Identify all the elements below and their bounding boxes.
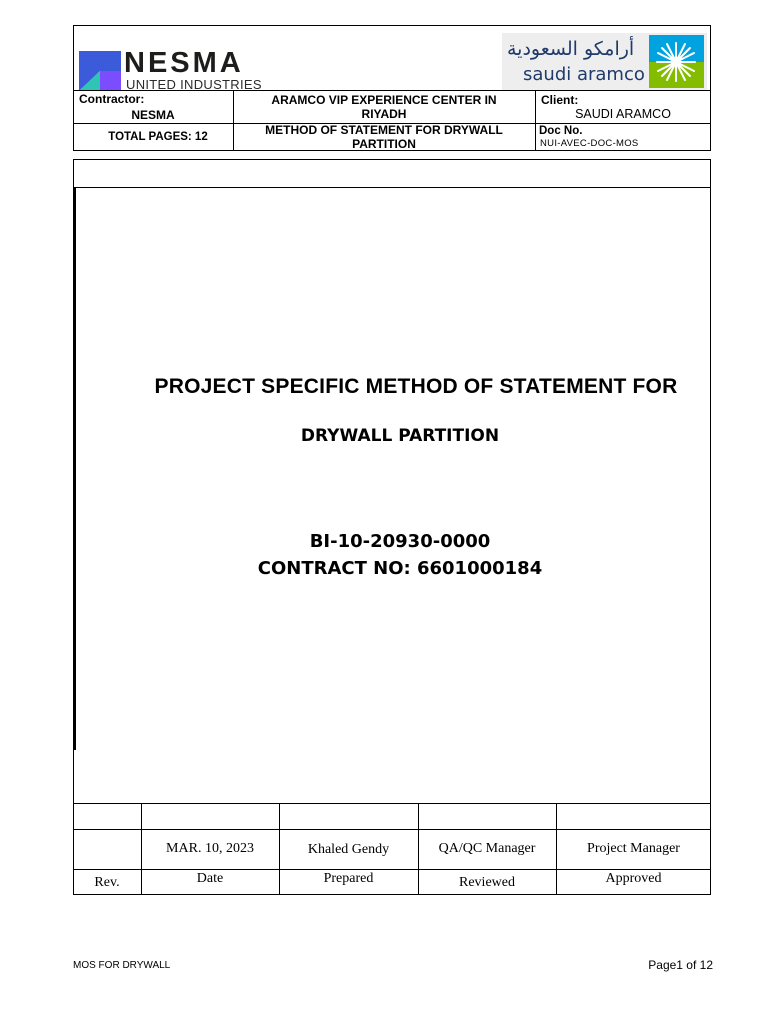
revision-date-value: MAR. 10, 2023 xyxy=(166,841,254,856)
revision-table-row-divider-1 xyxy=(73,829,711,830)
project-title-line1: ARAMCO VIP EXPERIENCE CENTER IN xyxy=(271,93,497,107)
aramco-logo-english: saudi aramco xyxy=(523,64,645,85)
total-pages: TOTAL PAGES: 12 xyxy=(108,131,208,143)
cover-page-frame xyxy=(73,159,711,895)
footer-page-number: Page1 of 12 xyxy=(648,958,713,972)
contractor-value: NESMA xyxy=(131,108,175,122)
aramco-logo-arabic: أرامكو السعودية xyxy=(507,38,635,60)
nesma-logo-mark xyxy=(79,51,121,91)
docno-label: Doc No. xyxy=(539,125,583,137)
revision-approved-value: Project Manager xyxy=(587,841,680,856)
contractor-label: Contractor: xyxy=(79,92,145,106)
cover-title-line2: DRYWALL PARTITION xyxy=(300,426,500,446)
revision-prepared-value: Khaled Gendy xyxy=(307,842,390,857)
header-divider-top xyxy=(73,90,711,91)
revision-header-date: Date xyxy=(196,871,224,886)
client-value: SAUDI ARAMCO xyxy=(575,107,671,121)
revision-header-prepared: Prepared xyxy=(323,871,374,886)
contract-number: CONTRACT NO: 6601000184 xyxy=(257,558,543,579)
document-code: BI-10-20930-0000 xyxy=(309,531,491,552)
revision-reviewed-value: QA/QC Manager xyxy=(438,841,536,856)
footer-document-name: MOS FOR DRYWALL xyxy=(73,960,171,971)
revision-header-reviewed: Reviewed xyxy=(459,875,515,890)
nesma-logo-subtitle: UNITED INDUSTRIES xyxy=(126,77,262,92)
mos-title-line2: PARTITION xyxy=(352,137,416,151)
nesma-logo-text: NESMA xyxy=(124,47,244,79)
revision-table-top xyxy=(73,803,711,804)
revision-header-rev: Rev. xyxy=(94,875,120,890)
cover-left-bar xyxy=(74,187,76,750)
mos-title-line1: METHOD OF STATEMENT FOR DRYWALL xyxy=(265,123,503,137)
revision-header-approved: Approved xyxy=(605,871,662,886)
docno-value: NUI-AVEC-DOC-MOS xyxy=(540,138,639,149)
revision-table-row-divider-2 xyxy=(73,869,711,870)
cover-title-line1: PROJECT SPECIFIC METHOD OF STATEMENT FOR xyxy=(154,375,678,398)
aramco-star-icon xyxy=(649,35,704,88)
cover-top-divider xyxy=(73,187,711,188)
project-title-line2: RIYADH xyxy=(361,107,407,121)
client-label: Client: xyxy=(541,93,579,107)
